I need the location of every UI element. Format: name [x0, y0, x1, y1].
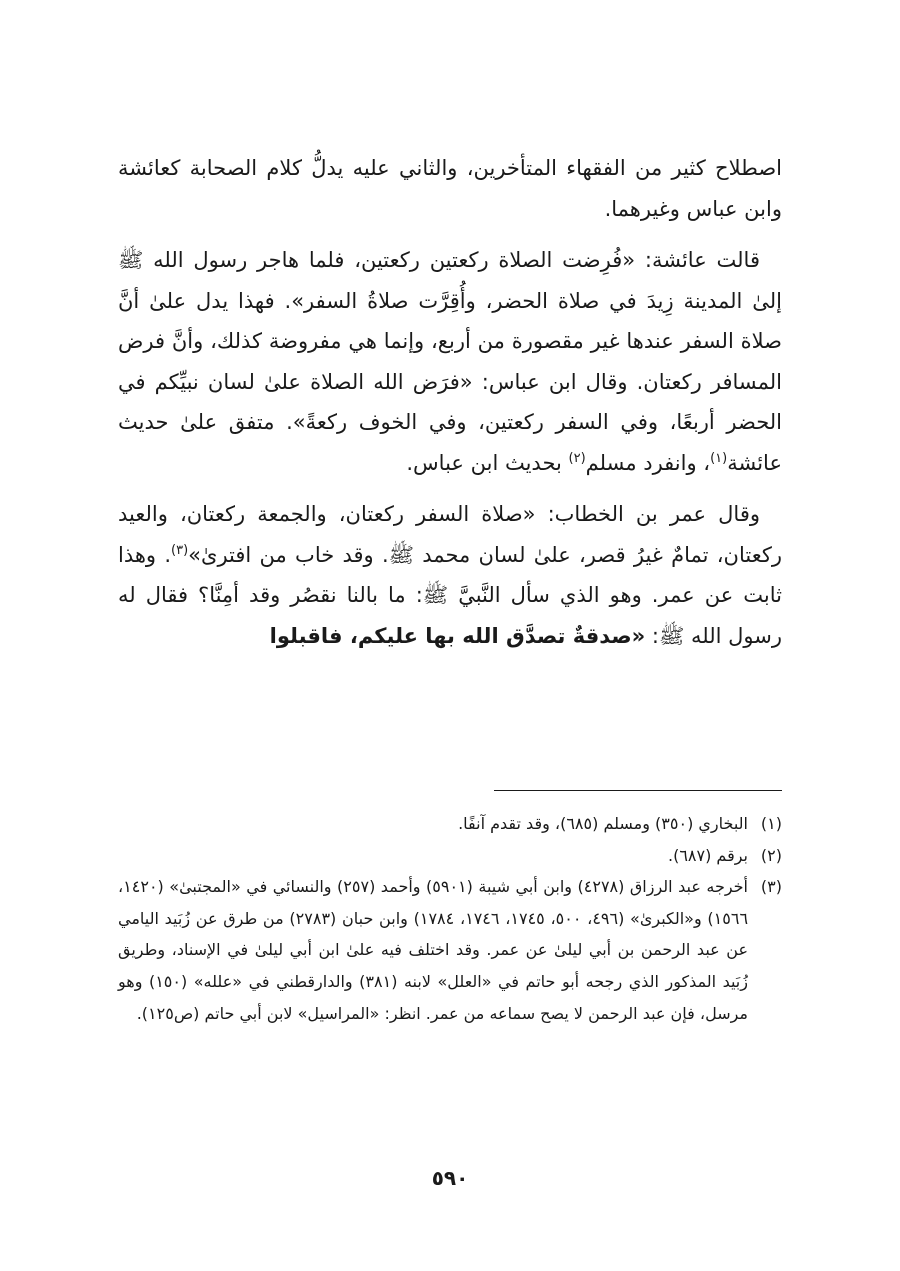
- footnote-1: [118, 808, 782, 840]
- footnote-text: برقم (٦٨٧).: [667, 845, 748, 865]
- footnote-ref-3[interactable]: (٣): [171, 542, 189, 558]
- bold-quote: «صدقةٌ تصدَّق الله بها عليكم، فاقبلوا: [269, 623, 646, 648]
- footnote-text: البخاري (٣٥٠) ومسلم (٦٨٥)، وقد تقدم آنفًا.: [458, 814, 748, 833]
- footnote-number: (١): [760, 814, 782, 833]
- footnote-2: [118, 840, 782, 872]
- footnotes: [118, 808, 782, 1029]
- footnote-text: أخرجه عبد الرزاق (٤٢٧٨) وابن أبي شيبة (٥٩٠١) وأحمد (٢٥٧) والنسائي في «المجتبىٰ» (١٤٢٠، ١٥٦٦) و«الكبرىٰ» (٤٩٦، ٥٠٠، ١٧٤٥، ١٧٤٦، ١٧٨٤) وابن حبان (٢٧٨٣) من طرق عن زُبَيد اليامي عن عبد الرحمن بن أبي ليلىٰ عن عمر. وقد اختلف فيه علىٰ ابن أبي ليلىٰ في الإسناد، وطريق زُبَيد المذكور الذي رجحه أبو حاتم في «العلل» لابنه (٣٨١) والدارقطني في «علله» (١٥٠) وهو مرسل، فإن عبد الرحمن لا يصح سماعه من عمر. انظر: «المراسيل» لابن أبي حاتم (ص١٢٥).: [118, 877, 749, 1023]
- footnote-3: [118, 871, 782, 1029]
- main-text: [118, 148, 782, 667]
- paragraph-1: اصطلاح كثير من الفقهاء المتأخرين، والثاني عليه يدلُّ كلام الصحابة كعائشة وابن عباس وغيرهما.: [118, 156, 782, 221]
- footnote-separator: [494, 790, 782, 791]
- footnote-ref-2[interactable]: (٢): [568, 450, 586, 466]
- footnote-number: (٣): [760, 877, 782, 897]
- page-number: ٥٩٠: [431, 1166, 469, 1190]
- footnote-ref-1[interactable]: (١): [710, 450, 728, 466]
- footnote-number: (٢): [760, 845, 782, 865]
- paragraph-2: قالت عائشة: «فُرِضت الصلاة ركعتين ركعتين، فلما هاجر رسول الله ﷺ إلىٰ المدينة زِيدَ في صلاة الحضر، وأُقِرَّت صلاةُ السفر». فهذا يدل علىٰ أنَّ صلاة السفر عندها غير مقصورة من أربع، وإنما هي مفروضة كذلك، وأنَّ فرض المسافر ركعتان. وقال ابن عباس: «فرَض الله الصلاة علىٰ لسان نبيِّكم في الحضر أربعًا، وفي السفر ركعتين، وفي الخوف ركعةً». متفق علىٰ حديث عائشة$^{(١)}$، وانفرد مسلم$^{(٢)}$ بحديث ابن عباس.: [118, 248, 782, 475]
- paragraph-3: وقال عمر بن الخطاب: «صلاة السفر ركعتان، والجمعة ركعتان، والعيد ركعتان، تمامٌ غيرُ قصر، علىٰ لسان محمد ﷺ. وقد خاب من افترىٰ»$^{(٣)}$. وهذا ثابت عن عمر. وهو الذي سأل النَّبيَّ ﷺ: ما بالنا نقصُر وقد أمِنَّا؟ فقال له رسول الله ﷺ: «صدقةٌ تصدَّق الله بها عليكم، فاقبلوا: [118, 502, 782, 648]
